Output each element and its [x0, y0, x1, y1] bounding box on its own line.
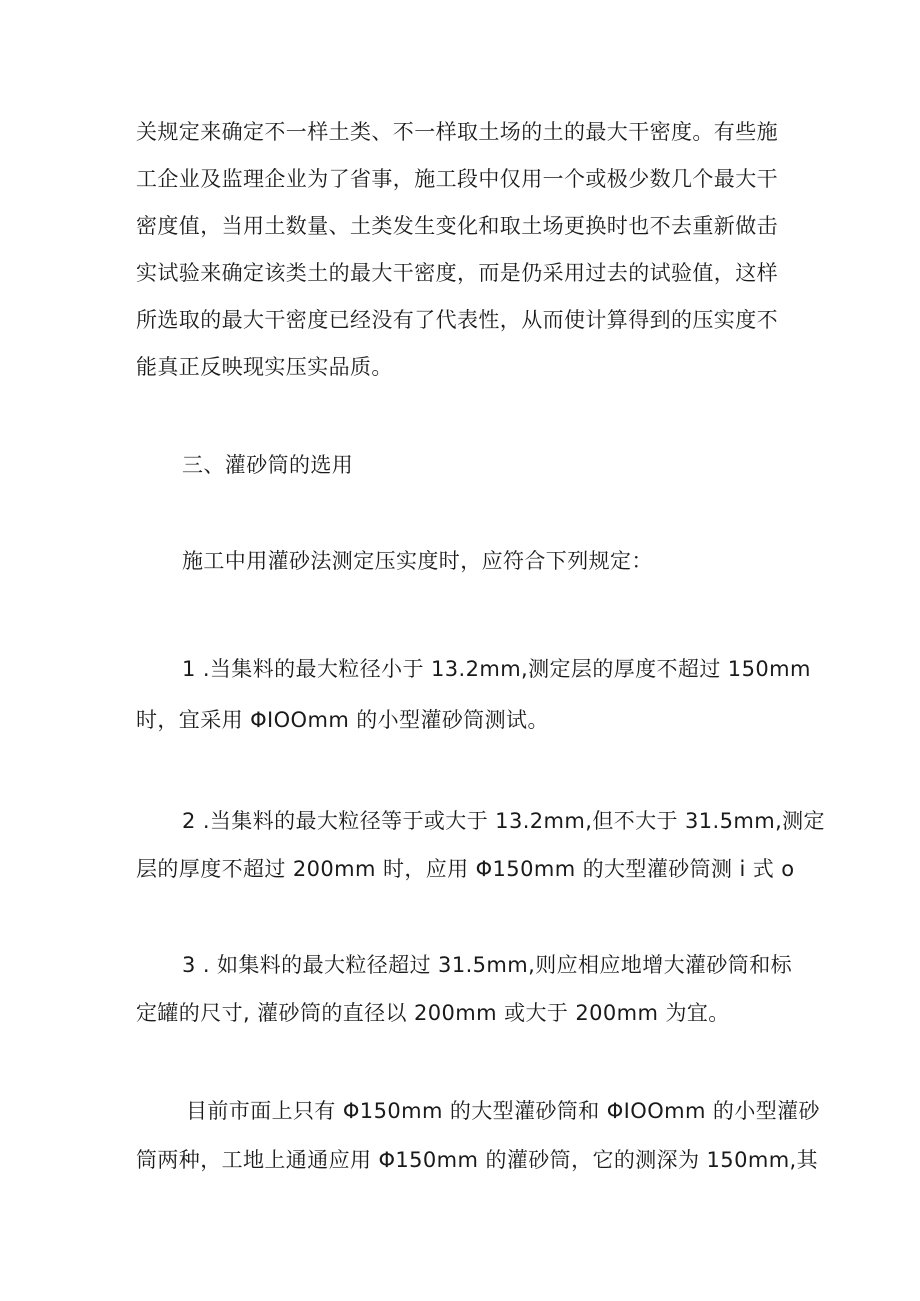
paragraph-line: 目前市面上只有 Φ150mm 的大型灌砂筒和 ΦIOOmm 的小型灌砂: [186, 1099, 820, 1123]
paragraph-line: 能真正反映现实压实品质。: [136, 355, 393, 379]
list-item-3-line: 3 . 如集料的最大粒径超过 31.5mm,则应相应地增大灌砂筒和标: [182, 953, 793, 977]
section-heading: 三、灌砂筒的选用: [182, 453, 354, 477]
paragraph-line: 关规定来确定不一样土类、不一样取土场的土的最大干密度。有些施: [136, 120, 778, 144]
list-item-2-line: 层的厚度不超过 200mm 时，应用 Φ150mm 的大型灌砂筒测 i 式 o: [136, 857, 795, 881]
paragraph-line: 实试验来确定该类土的最大干密度，而是仍采用过去的试验值，这样: [136, 261, 778, 285]
paragraph-line: 筒两种，工地上通通应用 Φ150mm 的灌砂筒，它的测深为 150mm,其: [136, 1148, 819, 1172]
intro-paragraph: 施工中用灌砂法测定压实度时，应符合下列规定：: [182, 549, 653, 573]
paragraph-line: 工企业及监理企业为了省事，施工段中仅用一个或极少数几个最大干: [136, 167, 778, 191]
paragraph-line: 所选取的最大干密度已经没有了代表性，从而使计算得到的压实度不: [136, 308, 778, 332]
list-item-1-line: 时，宜采用 ΦIOOmm 的小型灌砂筒测试。: [136, 708, 549, 732]
list-item-1-line: 1 .当集料的最大粒径小于 13.2mm,测定层的厚度不超过 150mm: [182, 657, 811, 681]
list-item-2-line: 2 .当集料的最大粒径等于或大于 13.2mm,但不大于 31.5mm,测定: [182, 809, 825, 833]
paragraph-line: 密度值，当用土数量、土类发生变化和取土场更换时也不去重新做击: [136, 214, 778, 238]
list-item-3-line: 定罐的尺寸, 灌砂筒的直径以 200mm 或大于 200mm 为宜。: [136, 1001, 730, 1025]
